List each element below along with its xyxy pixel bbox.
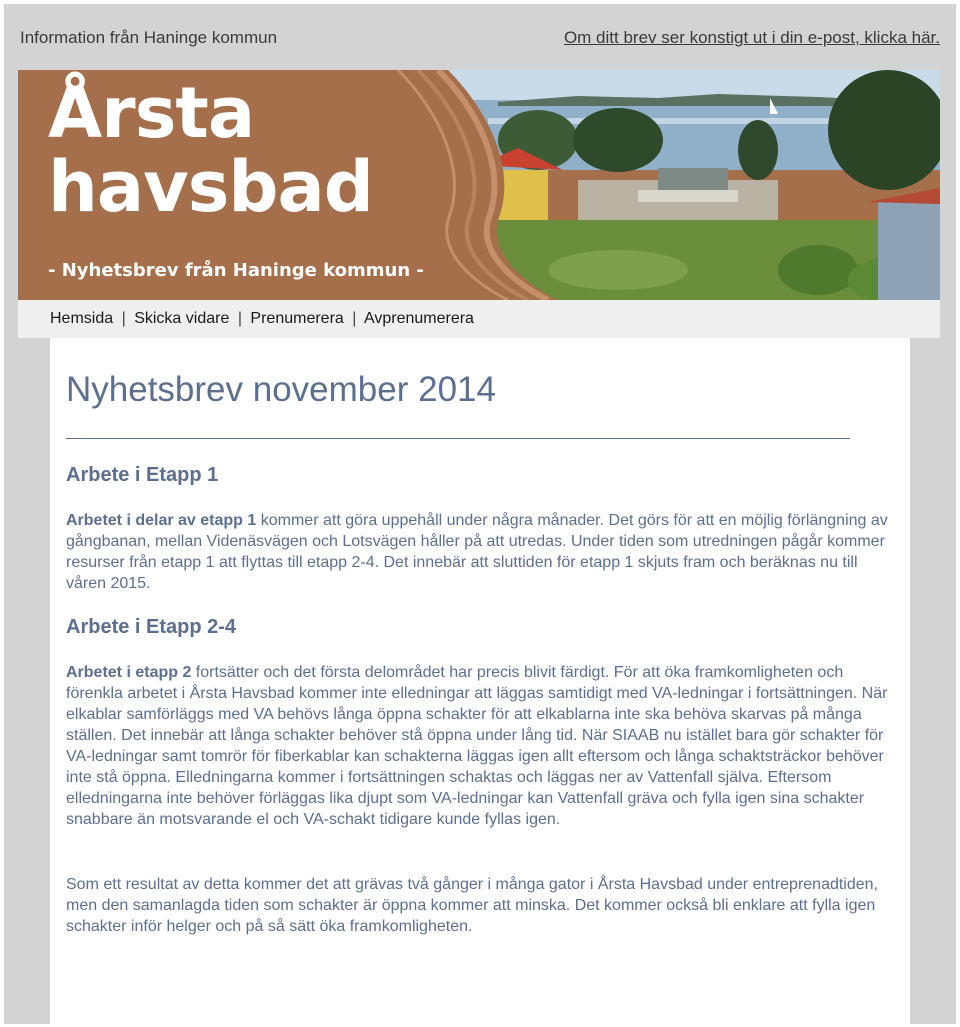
paragraph-lead: Arbetet i delar av etapp 1 (66, 512, 257, 529)
nav-link-prenumerera[interactable]: Prenumerera (250, 310, 344, 327)
section-heading-etapp-1: Arbete i Etapp 1 (66, 464, 219, 486)
nav-bar (18, 300, 940, 338)
nav-separator: | (352, 310, 357, 327)
nav-links (50, 310, 474, 328)
section-paragraph (66, 662, 896, 830)
brand-title-line1: Årsta (48, 72, 255, 154)
paragraph-text: Som ett resultat av detta kommer det att grävas två gånger i många gator i Årsta Havsbad under entreprenadtiden, men den samanlagda tiden som schakter är öppna kommer att minska. Det kommer också bli enklare att fylla igen schakter inför helger och på så sätt öka framkomligheten. (66, 876, 878, 935)
brand-subtitle: - Nyhetsbrev från Haninge kommun - (48, 260, 424, 281)
paragraph-lead: Arbetet i etapp 2 (66, 664, 192, 681)
section-heading-etapp-2-4: Arbete i Etapp 2-4 (66, 616, 237, 638)
nav-link-avprenumerera[interactable]: Avprenumerera (363, 310, 474, 327)
view-in-browser-link[interactable]: Om ditt brev ser konstigt ut i din e-post, klicka här. (563, 28, 940, 47)
brand-title (48, 72, 373, 228)
section-paragraph (66, 510, 896, 594)
nav-link-hemsida[interactable]: Hemsida (50, 310, 114, 327)
page-title: Nyhetsbrev november 2014 (66, 370, 496, 409)
sender-info: Information från Haninge kommun (20, 28, 278, 47)
nav-separator: | (237, 310, 242, 327)
title-divider (66, 438, 850, 439)
header-banner (18, 70, 940, 300)
paragraph-text: fortsätter och det första delområdet har precis blivit färdigt. För att öka framkomligheten och förenkla arbetet i Årsta Havsbad kommer inte elledningar att läggas samtidigt med VA-ledningar i fortsättningen. När elkablar samförläggs med VA behövs långa öppna schakter för att elkablarna inte ska behöva skarvas på många ställen. Det innebär att långa schakter behöver stå öppna under lång tid. När SIAAB nu istället bara gör schakter för VA-ledningar samt tomrör för fiberkablar kan schakterna läggas igen allt eftersom och långa schaktsträckor behöver inte stå öppna. Elledningarna kommer i fortsättningen schaktas och läggas ner av Vattenfall själva. Eftersom elledningarna inte behöver förläggas lika djupt som VA-ledningar kan Vattenfall gräva och fylla igen sina schakter snabbare än motsvarande el och VA-schakt tidigare kunde fyllas igen. (66, 664, 888, 828)
brand-title-line2: havsbad (48, 146, 373, 228)
paragraph-text: kommer att göra uppehåll under några månader. Det görs för att en möjlig förlängning av gångbanan, mellan Videnäsvägen och Lotsvägen håller på att utredas. Under tiden som utredningen pågår kommer resurser från etapp 1 att flyttas till etapp 2-4. Det innebär att sluttiden för etapp 1 skjuts fram och beräknas nu till våren 2015. (66, 512, 888, 592)
nav-separator: | (121, 310, 126, 327)
top-bar (20, 28, 940, 48)
newsletter-content (50, 338, 910, 1024)
section-paragraph (66, 874, 896, 937)
nav-link-skicka-vidare[interactable]: Skicka vidare (134, 310, 230, 327)
